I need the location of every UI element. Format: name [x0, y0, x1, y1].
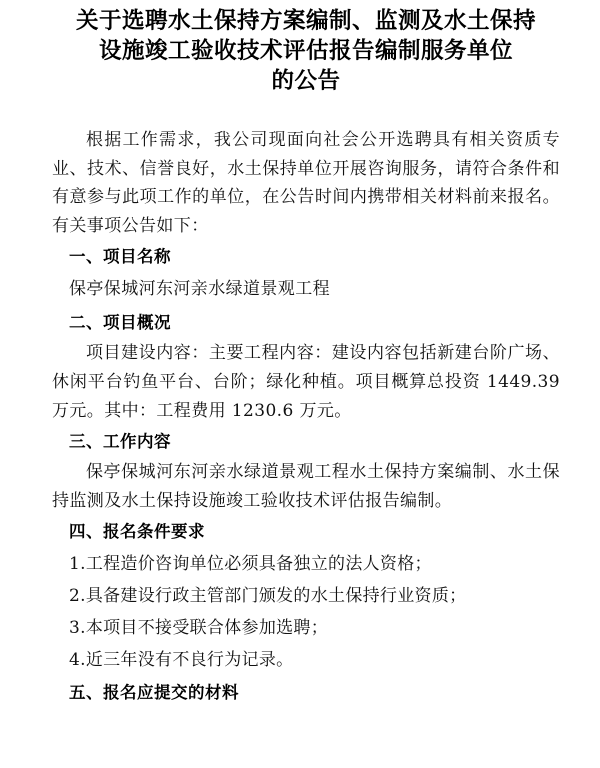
notice-title [52, 6, 560, 96]
section-heading-project-overview: 二、项目概况 [69, 313, 171, 333]
requirement-item: 3.本项目不接受联合体参加选聘； [69, 618, 329, 639]
section-heading-requirements: 四、报名条件要求 [69, 522, 205, 542]
title-line: 关于选聘水土保持方案编制、监测及水土保持 [75, 8, 536, 34]
section-heading-materials: 五、报名应提交的材料 [69, 683, 239, 703]
notice-body [52, 126, 560, 709]
section-heading-work-content: 三、工作内容 [69, 432, 171, 452]
project-overview-text: 项目建设内容：主要工程内容：建设内容包括新建台阶广场、休闲平台钓鱼平台、台阶；绿化种植。项目概算总投资 1449.39 万元。其中：工程费用 1230.6 万元。 [52, 343, 560, 421]
requirement-item: 4.近三年没有不良行为记录。 [69, 650, 294, 671]
intro-paragraph: 根据工作需求，我公司现面向社会公开选聘具有相关资质专业、技术、信誉良好，水土保持单位开展咨询服务，请符合条件和有意参与此项工作的单位，在公告时间内携带相关材料前来报名。有关事项公告如下： [52, 130, 560, 236]
requirement-item: 1.工程造价咨询单位必须具备独立的法人资格； [69, 554, 432, 575]
work-content-text: 保亭保城河东河亲水绿道景观工程水土保持方案编制、水土保持监测及水土保持设施竣工验收技术评估报告编制。 [52, 462, 560, 511]
requirement-item: 2.具备建设行政主管部门颁发的水土保持行业资质； [69, 586, 467, 607]
project-name-text: 保亭保城河东河亲水绿道景观工程 [69, 279, 330, 300]
title-line: 设施竣工验收技术评估报告编制服务单位 [98, 38, 513, 64]
title-line: 的公告 [271, 68, 341, 94]
section-heading-project-name: 一、项目名称 [69, 247, 171, 267]
